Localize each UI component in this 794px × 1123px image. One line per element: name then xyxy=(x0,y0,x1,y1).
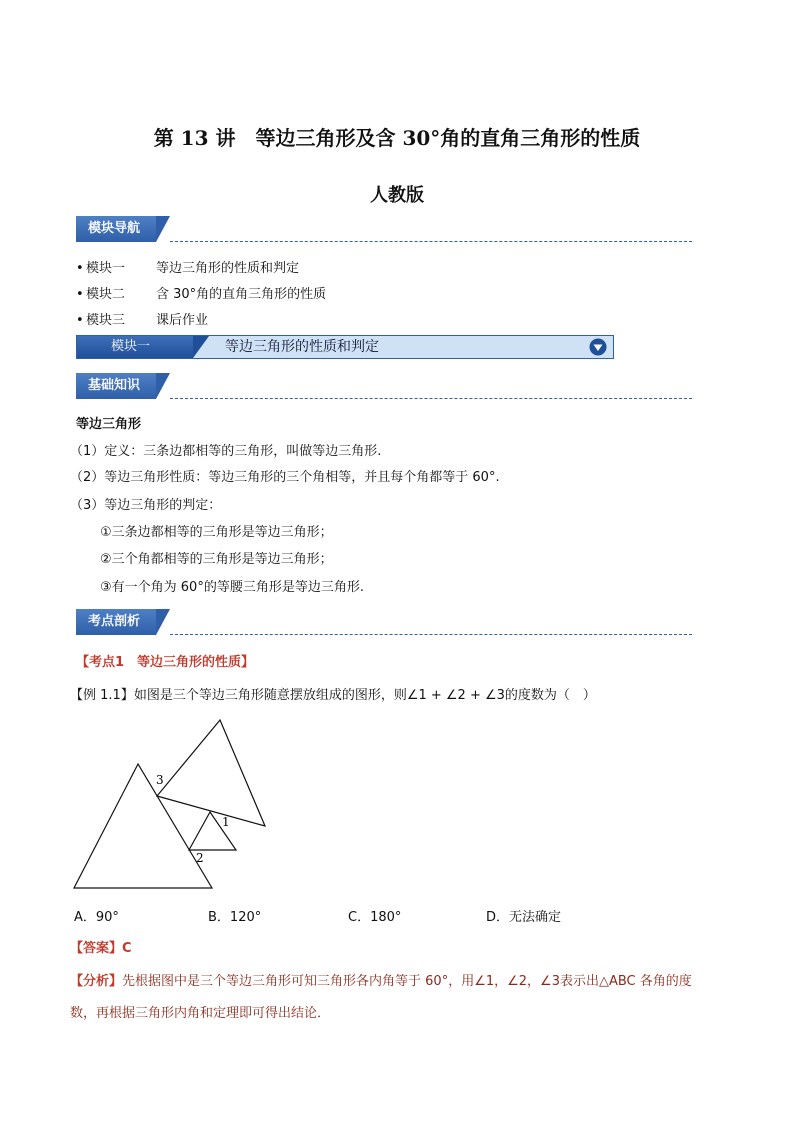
option-a[interactable]: A．90° xyxy=(74,910,119,925)
section-divider xyxy=(170,634,692,635)
option-c[interactable]: C．180° xyxy=(348,910,402,925)
answer-options xyxy=(0,906,794,926)
knowledge-line: （1）定义：三条边都相等的三角形，叫做等边三角形. xyxy=(70,444,382,459)
chevron-down-circle-icon[interactable] xyxy=(589,338,607,356)
module-label: 模块一 xyxy=(77,336,193,358)
example-label: 【例 1.1】 xyxy=(70,688,134,703)
module-title: 等边三角形的性质和判定 xyxy=(225,339,379,355)
nav-item-module-2[interactable]: • 模块二 含 30°角的直角三角形的性质 xyxy=(76,287,327,302)
answer-line xyxy=(70,937,132,956)
page-subtitle: 人教版 xyxy=(370,185,424,206)
answer-label: 【答案】 xyxy=(70,941,123,956)
section-tab-nav: 模块导航 xyxy=(76,216,156,242)
analysis-text: 先根据图中是三个等边三角形可知三角形各内角等于 60°，用∠1，∠2，∠3表示出△ABC 各角的度 xyxy=(122,974,692,989)
angle-label-1: 1 xyxy=(222,815,230,829)
example-text: 如图是三个等边三角形随意摆放组成的图形，则∠1 + ∠2 + ∠3的度数为（ ） xyxy=(133,688,596,703)
bullet-icon: • xyxy=(76,287,84,302)
bullet-icon: • xyxy=(76,313,84,328)
knowledge-heading: 等边三角形 xyxy=(76,417,142,432)
knowledge-line: （3）等边三角形的判定： xyxy=(70,498,222,513)
knowledge-line: （2）等边三角形性质：等边三角形的三个角相等，并且每个角都等于 60°. xyxy=(70,470,500,485)
angle-label-3: 3 xyxy=(156,773,164,787)
section-divider xyxy=(170,241,692,242)
section-divider xyxy=(170,398,692,399)
bullet-icon: • xyxy=(76,261,84,276)
analysis-line-2: 数，再根据三角形内角和定理即可得出结论． xyxy=(70,1006,331,1021)
point-heading: 【考点1 等边三角形的性质】 xyxy=(76,655,255,670)
section-tab-analysis: 考点剖析 xyxy=(76,609,156,635)
example-question xyxy=(70,684,596,703)
nav-item-module-1[interactable]: • 模块一 等边三角形的性质和判定 xyxy=(76,261,300,276)
medium-triangle xyxy=(157,720,265,826)
analysis-label: 【分析】 xyxy=(70,974,123,989)
option-b[interactable]: B．120° xyxy=(208,910,262,925)
option-d[interactable]: D．无法确定 xyxy=(486,910,562,925)
module-header-bar[interactable] xyxy=(76,335,614,359)
answer-value: C xyxy=(122,941,132,956)
analysis-line-1 xyxy=(70,970,730,989)
large-triangle xyxy=(74,764,212,888)
section-tab-basic: 基础知识 xyxy=(76,373,156,399)
criterion-item: ③有一个角为 60°的等腰三角形是等边三角形. xyxy=(100,580,364,595)
page-title: 第 13 讲 等边三角形及含 30°角的直角三角形的性质 xyxy=(153,126,641,150)
nav-item-module-3[interactable]: • 模块三 课后作业 xyxy=(76,313,209,328)
criterion-item: ①三条边都相等的三角形是等边三角形； xyxy=(100,525,333,540)
criterion-item: ②三个角都相等的三角形是等边三角形； xyxy=(100,552,333,567)
triangle-figure xyxy=(70,716,270,892)
angle-label-2: 2 xyxy=(196,851,204,865)
